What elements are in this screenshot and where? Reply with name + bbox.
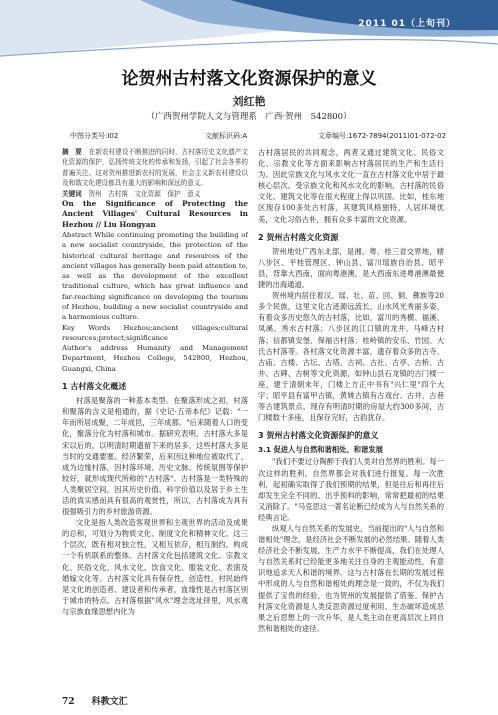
section-1-paragraph-2: 文化是指人类改造客观世界和主观世界的活动及成果的总和，可划分为物质文化、制度文化和精神文化。这三个层次，既有相对独立性，又相互依存，相互制约，构成一个有机联系的整体。古村落文化包括建筑文化、宗教文化、民俗文化、风水文化、饮食文化、服装文化、表演及婚嫁文化等。古村落文化具有保存性、创造性。村民始终是文化的创造者、建设者和传承者，血缘性是古村落区别于城市的特点。古村落根据"风水"理念选址择里，风水观与宗族血缘思想内化为 xyxy=(62,518,248,616)
keywords-cn-label: 关键词 xyxy=(62,189,82,198)
author-name: 刘红艳 xyxy=(232,95,266,108)
abstract-en: Abstract While continuing promoting the building of a new socialist countryside, the protection of the historical cultural heritage and resources of the ancient villages has generally been paid attention to, as well as the development of the excellent traditional culture, which has great influence and far-reaching significance on developing the tourism of Hezhou, building a new socialist countryside and a harmonious culture. xyxy=(62,230,248,322)
keywords-cn-text: 贺州 古村落 文化资源 保护 意义 xyxy=(88,189,201,198)
abstract-cn-text: 在新农村建设不断推进的同时，古村落历史文化遗产文化资源的保护，弘扬传统文化的传承和发扬，引起了社会各界的普遍关注。这对贺州推进新农村的发展，社会主义新农村建设以及和谐文化建设都具有重大的影响和深远的意义。 xyxy=(62,148,248,188)
journal-banner xyxy=(0,0,498,62)
abstract-cn xyxy=(62,147,248,189)
journal-name: 科教文汇 xyxy=(91,697,128,707)
section-2-heading: 2 贺州古村落文化资源 xyxy=(258,232,339,242)
section-3-heading: 3 贺州古村落文化资源保护的意义 xyxy=(258,431,379,441)
section-3-1-paragraph-2: 纵观人与自然关系的发展史，当前提出的"人与自然和谐相处"理念，是经济社会不断发展的必然结果。随着人类经济社会不断发展，生产力水平不断提高，我们在处理人与自然关系时已经能更多地关注自身的主观能动性，有意识地追求天人和谐的境界。这与古村落在长期的发展过程中形成的人与自然和谐相处的理念是一致的，不仅为我们提供了宝贵的经验，也为贺州的发展提供了借鉴。保护古村落文化资源是人类反思资源过度利用、生态破坏造成恶果之后思想上的一次升华，是人类主动在更高层次上同自然和谐相处的途径。 xyxy=(258,524,444,633)
section-1-heading: 1 古村落文化概述 xyxy=(62,382,127,392)
author-address-en: Author's address Humanity and Management Department, Hezhou College, 542800, Hezhou, Guangxi, China xyxy=(62,344,248,373)
clc-number: 中图分类号:I02 xyxy=(70,132,119,140)
left-column xyxy=(62,147,248,677)
document-code: 文献标识码:A xyxy=(205,132,248,140)
section-2-paragraph-1: 贺州地处广西东北部，是湘、粤、桂三省交界地，辖八步区、平桂管理区、钟山县、富川瑶族自治县、昭平县，背靠大西南，面向粤港澳，是大西南东进粤港澳最便捷的出海通道。 xyxy=(258,246,444,290)
section-3-1-paragraph-1: "我们不要过分陶醉于我们人类对自然界的胜利。每一次这样的胜利，自然界都会对我们进行报复。每一次胜利，起初确实取得了我们预期的结果，但是往后和再往后却发生完全不同的、出乎预料的影响，常常把最初的结果又消除了。"马克思这一著名论断已经成为人与自然关系的经典言论。 xyxy=(258,457,444,522)
section-1-paragraph-1: 村落是聚落的一种基本类型。在聚落形成之初，村落和聚落的含义是相通的，据《史记·五帝本纪》记载："一年而所居成聚，二年成邑，三年成都。"后来随着人口的变化，聚落分化为村落和城市。据研究表明，古村落大多是宋以后的，以明清时期遗留下来的居多。这些村落大多是当时的交通要塞、经济繁荣，后来因这种地位被取代了，成为边缘村落，因村落环境、历史文脉、传统氛围等保护较好，就形成现代所称的"古村落"。古村落是一类特殊的人类聚居空间，因其历史价值、科学价值以及居于乡土生活的真实感而具有很高的观赏性，所以，古村落成为具有很强吸引力的乡村旅游资源。 xyxy=(62,396,248,517)
section-3-1-heading: 3.1 促进人与自然和谐相处、和谐发展 xyxy=(258,445,383,455)
keywords-cn xyxy=(62,189,248,199)
page-number: 72 xyxy=(62,697,75,707)
article-title: 论贺州古村落文化资源保护的意义 xyxy=(121,69,377,89)
english-title: On the Significance of Protecting the Ancient Villages' Cultural Resources in Hezhou // Liu Hongyan xyxy=(62,199,248,229)
page-footer xyxy=(62,694,128,707)
author-affiliation: （广西贺州学院人文与管理系 广西·贺州 542800） xyxy=(146,112,352,122)
right-column xyxy=(258,147,444,692)
article-number: 文章编号:1672-7894(2011)01-072-02 xyxy=(318,132,447,140)
keywords-en: Key Words Hezhou;ancient villages;cultural resources;protect;significance xyxy=(62,323,248,342)
paragraph-continued: 古村落居民的共同观念，两者又通过建筑文化、民俗文化、宗教文化等方面来影响古村落居民的生产和生活行为。因此宗族文化与风水文化一直在古村落文化中居于最核心层次。受宗族文化和风水文化的影响，古村落的民俗文化、建筑文化等在很大程度上得以巩固。比如，桂东地区现存100多处古村落，其建筑风格独特、人居环境优美，文化习俗古朴，拥有众多丰富的文化资源。 xyxy=(258,148,444,224)
section-2-paragraph-2: 贺州境内居住着汉、瑶、壮、苗、回、侗、彝族等20多个民族，这里文化古迹源远流长，山水风光秀丽多姿，有着众多历史悠久的古村落，比如，富川的秀横、福溪、凤溪、秀水古村落；八步区的江口镇的龙井、马峰古村落；信都镇安堡、保福古村落；桂岭镇的安乐、竹园、大氏古村落等。各村落文化资源丰富，遗存着众多的古寺、古庙、古楼、古坛、古塔、古祠、古社、古亭、古桥、古井、古碑、古树等文化资源，如钟山县石龙镇的古门楼一座，建于清朝末年，门楼上方正中书有"兴仁里"四个大字；昭平县有富甲古镇，黄姚古镇有古戏台、古井、古巷等古建筑景点，现存有明清时期的房屋大约300多间，古门楼数十多座，且保存完好，古韵犹存。 xyxy=(258,291,444,423)
abstract-cn-label: 摘 要 xyxy=(62,148,82,156)
issue-label: 2011 01（上旬刊） xyxy=(358,19,456,29)
